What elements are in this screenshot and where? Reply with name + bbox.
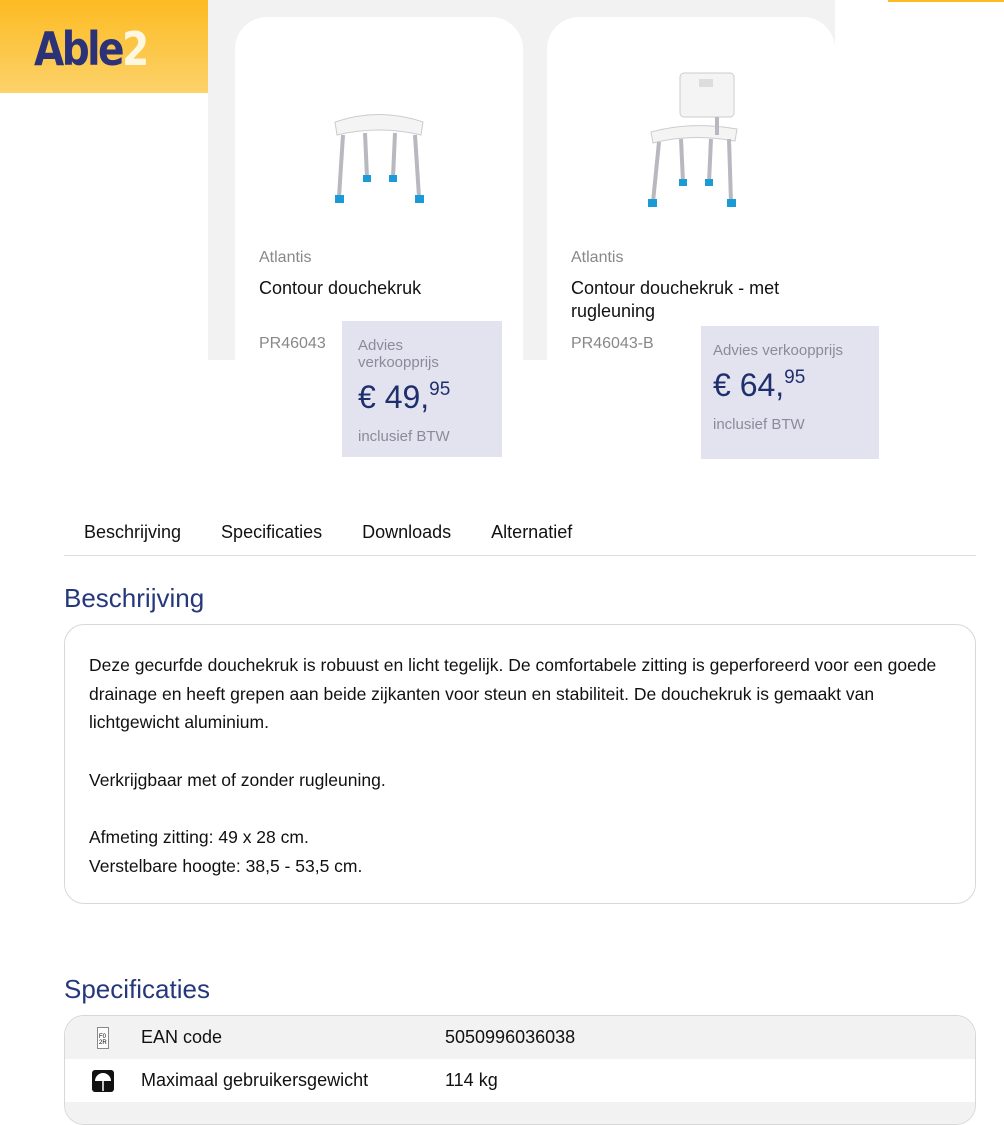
product-sku: PR46043-B bbox=[571, 335, 654, 352]
accent-line bbox=[888, 0, 1004, 2]
description-heading: Beschrijving bbox=[64, 583, 205, 613]
specs-heading: Specificaties bbox=[64, 974, 210, 1004]
price-label: Advies verkoopprijs bbox=[713, 342, 844, 359]
product-card[interactable] bbox=[235, 17, 523, 360]
product-brand: Atlantis bbox=[571, 249, 624, 266]
svg-text:2R: 2R bbox=[99, 1039, 107, 1046]
description-text: Deze gecurfde douchekruk is robuust en licht tegelijk. De comfortabele zitting is geperforeerd voor een goede drainage en heeft grepen aan beide zijkanten voor steun en stabiliteit. De douchekruk is gemaakt van lichtgewicht aluminium. bbox=[89, 655, 937, 732]
logo[interactable] bbox=[0, 0, 208, 93]
spec-value: 5050996036038 bbox=[445, 1027, 576, 1047]
price-label: Advies verkoopprijs bbox=[358, 337, 439, 371]
price-box bbox=[701, 326, 879, 459]
shower-chair-image bbox=[547, 47, 835, 237]
section-tabs bbox=[64, 518, 976, 556]
shower-stool-image bbox=[235, 47, 523, 237]
description-text: Verkrijgbaar met of zonder rugleuning. bbox=[89, 769, 386, 790]
spec-label: Maximaal gebruikersgewicht bbox=[141, 1070, 369, 1090]
vat-note: inclusief BTW bbox=[713, 416, 805, 433]
svg-text:F0: F0 bbox=[99, 1033, 107, 1040]
spec-row bbox=[65, 1102, 975, 1125]
product-name[interactable]: Contour douchekruk bbox=[259, 278, 422, 298]
specs-table bbox=[64, 1015, 976, 1125]
tab-downloads[interactable]: Downloads bbox=[362, 522, 452, 542]
product-brand: Atlantis bbox=[259, 249, 312, 266]
spec-row bbox=[65, 1016, 975, 1059]
spec-label: EAN code bbox=[141, 1027, 223, 1047]
tab-beschrijving[interactable]: Beschrijving bbox=[84, 522, 182, 542]
product-sku: PR46043 bbox=[259, 335, 326, 352]
price-amount: € 64,95 bbox=[713, 367, 806, 403]
price-box bbox=[342, 321, 502, 457]
logo-text: Able bbox=[34, 22, 122, 76]
vat-note: inclusief BTW bbox=[358, 428, 450, 445]
barcode-icon bbox=[97, 1027, 109, 1049]
product-card[interactable] bbox=[547, 17, 835, 360]
tab-specificaties[interactable]: Specificaties bbox=[221, 522, 323, 542]
product-name[interactable]: Contour douchekruk - met rugleuning bbox=[571, 278, 780, 321]
description-line: Afmeting zitting: 49 x 28 cm. bbox=[89, 827, 309, 847]
tab-alternatief[interactable]: Alternatief bbox=[491, 522, 573, 542]
spec-row bbox=[65, 1059, 975, 1102]
description-box bbox=[64, 624, 976, 904]
price-amount: € 49,95 bbox=[358, 379, 451, 415]
spec-value: 114 kg bbox=[445, 1070, 498, 1090]
description-line: Verstelbare hoogte: 38,5 - 53,5 cm. bbox=[89, 855, 363, 876]
scale-icon bbox=[91, 1069, 115, 1093]
logo-number: 2 bbox=[121, 22, 147, 76]
